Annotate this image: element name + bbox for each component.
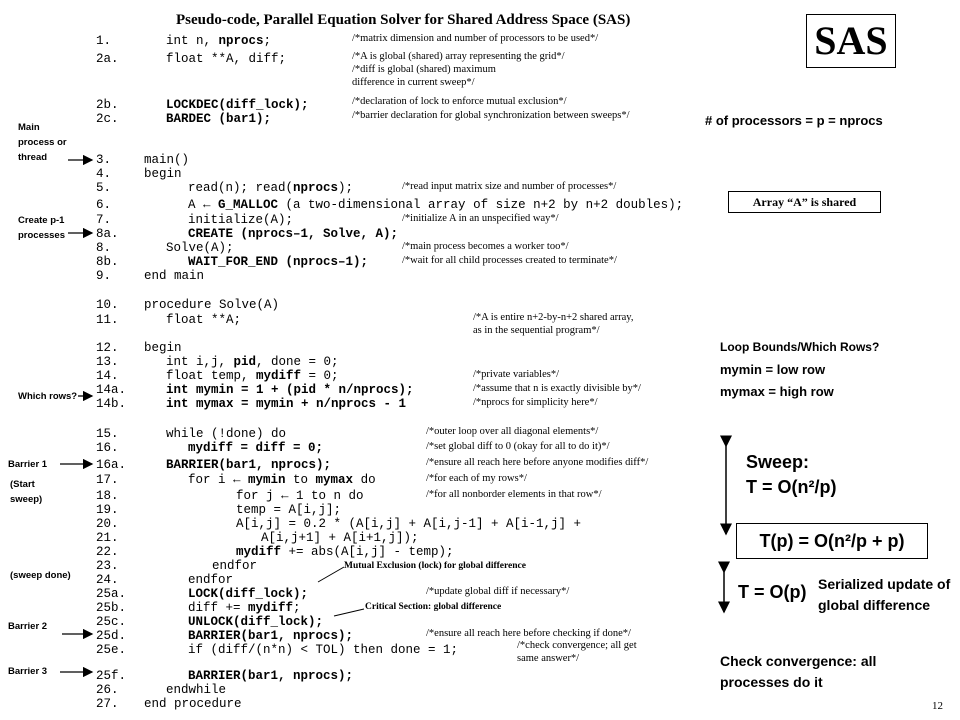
- code-comment: /*ensure all reach here before checking if done*/: [426, 628, 631, 639]
- code-line: 25d. BARRIER(bar1, nprocs);: [96, 629, 354, 643]
- code-line: 1. int n, nprocs;: [96, 34, 272, 48]
- mutex-callout: Mutual Exclusion (lock) for global difference: [344, 561, 526, 571]
- code-comment: /*A is global (shared) array representing the grid*/: [352, 51, 565, 62]
- code-line: 15. while (!done) do: [96, 427, 287, 441]
- code-line: 2a. float **A, diff;: [96, 52, 287, 66]
- code-line: 18. for j ← 1 to n do: [96, 489, 364, 503]
- code-line: 22. mydiff += abs(A[i,j] - temp);: [96, 545, 454, 559]
- sweep-heading: Sweep:: [746, 452, 810, 472]
- code-comment: as in the sequential program*/: [473, 325, 600, 336]
- code-line: 6. A ← G_MALLOC (a two-dimensional array of size n+2 by n+2 doubles);: [96, 198, 684, 212]
- code-line: 5. read(n); read(nprocs);: [96, 181, 354, 195]
- code-line: 20. A[i,j] = 0.2 * (A[i,j] + A[i,j-1] + A[i-1,j] +: [96, 517, 582, 531]
- code-comment: /*barrier declaration for global synchronization between sweeps*/: [352, 110, 630, 121]
- code-line: 25f. BARRIER(bar1, nprocs);: [96, 669, 354, 683]
- code-line: 2b. LOCKDEC(diff_lock);: [96, 98, 309, 112]
- code-line: 3. main(): [96, 153, 190, 167]
- code-comment: /*for each of my rows*/: [426, 473, 527, 484]
- code-comment: /*matrix dimension and number of processors to be used*/: [352, 33, 599, 44]
- code-line: 8b. WAIT_FOR_END (nprocs–1);: [96, 255, 369, 269]
- code-line: 25c. UNLOCK(diff_lock);: [96, 615, 324, 629]
- code-line: 25b. diff += mydiff;: [96, 601, 301, 615]
- code-comment: /*check convergence; all get: [517, 640, 637, 651]
- code-line: 17. for i ← mymin to mymax do: [96, 473, 376, 487]
- which-rows-label: Which rows?: [18, 391, 78, 402]
- code-line: 25a. LOCK(diff_lock);: [96, 587, 309, 601]
- code-comment: /*main process becomes a worker too*/: [402, 241, 569, 252]
- code-comment: /*read input matrix size and number of processes*/: [402, 181, 617, 192]
- sas-badge: SAS: [806, 14, 896, 68]
- code-comment: /*assume that n is exactly divisible by*/: [473, 383, 641, 394]
- mymin-note: mymin = low row: [720, 362, 826, 377]
- code-comment: /*diff is global (shared) maximum difference in current sweep*/: [352, 64, 496, 88]
- mymax-note: mymax = high row: [720, 384, 834, 399]
- code-comment: /*set global diff to 0 (okay for all to do it)*/: [426, 441, 610, 452]
- code-line: 21. A[i,j+1] + A[i+1,j]);: [96, 531, 419, 545]
- barrier2-label: Barrier 2: [8, 621, 48, 632]
- lock-complexity: T = O(p): [738, 582, 807, 602]
- code-line: 16a. BARRIER(bar1, nprocs);: [96, 458, 332, 472]
- page-title: Pseudo-code, Parallel Equation Solver for Shared Address Space (SAS): [176, 12, 631, 28]
- code-line: 14. float temp, mydiff = 0;: [96, 369, 339, 383]
- code-line: 8a. CREATE (nprocs–1, Solve, A);: [96, 227, 399, 241]
- code-line: 24. endfor: [96, 573, 234, 587]
- code-comment: /*declaration of lock to enforce mutual exclusion*/: [352, 96, 567, 107]
- sweep-done-label: (sweep done): [10, 570, 71, 581]
- loop-bounds-heading: Loop Bounds/Which Rows?: [720, 340, 880, 354]
- create-processes-label: Create p-1 processes: [18, 215, 66, 241]
- critical-section-callout: Critical Section: global difference: [365, 602, 502, 612]
- code-line: 8. Solve(A);: [96, 241, 234, 255]
- mutex-callout-line: [318, 567, 344, 582]
- code-comment: /*for all nonborder elements in that row*/: [426, 489, 602, 500]
- code-line: 25e. if (diff/(n*n) < TOL) then done = 1;: [96, 643, 459, 657]
- array-shared-box: Array “A” is shared: [728, 191, 881, 213]
- code-line: 14a. int mymin = 1 + (pid * n/nprocs);: [96, 383, 414, 397]
- code-line: 7. initialize(A);: [96, 213, 294, 227]
- code-comment: /*outer loop over all diagonal elements*/: [426, 426, 599, 437]
- start-sweep-label: (Start sweep): [10, 479, 43, 505]
- critical-callout-line: [334, 609, 364, 616]
- page-number: 12: [932, 700, 943, 712]
- code-comment: /*nprocs for simplicity here*/: [473, 397, 598, 408]
- main-process-label: Main process or thread: [18, 122, 67, 163]
- code-line: 9. end main: [96, 269, 205, 283]
- code-line: 2c. BARDEC (bar1);: [96, 112, 272, 126]
- code-line: 26. endwhile: [96, 683, 227, 697]
- code-line: 16. mydiff = diff = 0;: [96, 441, 324, 455]
- code-line: 23. endfor: [96, 559, 258, 573]
- code-line: 27. end procedure: [96, 697, 242, 711]
- code-line: 19. temp = A[i,j];: [96, 503, 342, 517]
- code-comment: /*wait for all child processes created to terminate*/: [402, 255, 617, 266]
- code-line: 13. int i,j, pid, done = 0;: [96, 355, 339, 369]
- code-line: 11. float **A;: [96, 313, 242, 327]
- code-comment: same answer*/: [517, 653, 580, 664]
- code-comment: /*A is entire n+2-by-n+2 shared array,: [473, 312, 634, 323]
- sweep-complexity: T = O(n²/p): [746, 477, 837, 497]
- code-line: 12. begin: [96, 341, 182, 355]
- code-comment: /*update global diff if necessary*/: [426, 586, 570, 597]
- barrier3-label: Barrier 3: [8, 666, 48, 677]
- code-line: 14b. int mymax = mymin + n/nprocs - 1: [96, 397, 407, 411]
- code-comment: /*initialize A in an unspecified way*/: [402, 213, 559, 224]
- check-convergence-note: Check convergence: all processes do it: [720, 653, 877, 690]
- code-comment: /*ensure all reach here before anyone modifies diff*/: [426, 457, 649, 468]
- code-line: 4. begin: [96, 167, 182, 181]
- barrier1-label: Barrier 1: [8, 459, 48, 470]
- serialized-note: Serialized update of global difference: [818, 576, 951, 613]
- code-comment: /*private variables*/: [473, 369, 560, 380]
- total-complexity-box: T(p) = O(n²/p + p): [736, 523, 928, 559]
- num-processors-note: # of processors = p = nprocs: [705, 113, 883, 128]
- code-line: 10. procedure Solve(A): [96, 298, 280, 312]
